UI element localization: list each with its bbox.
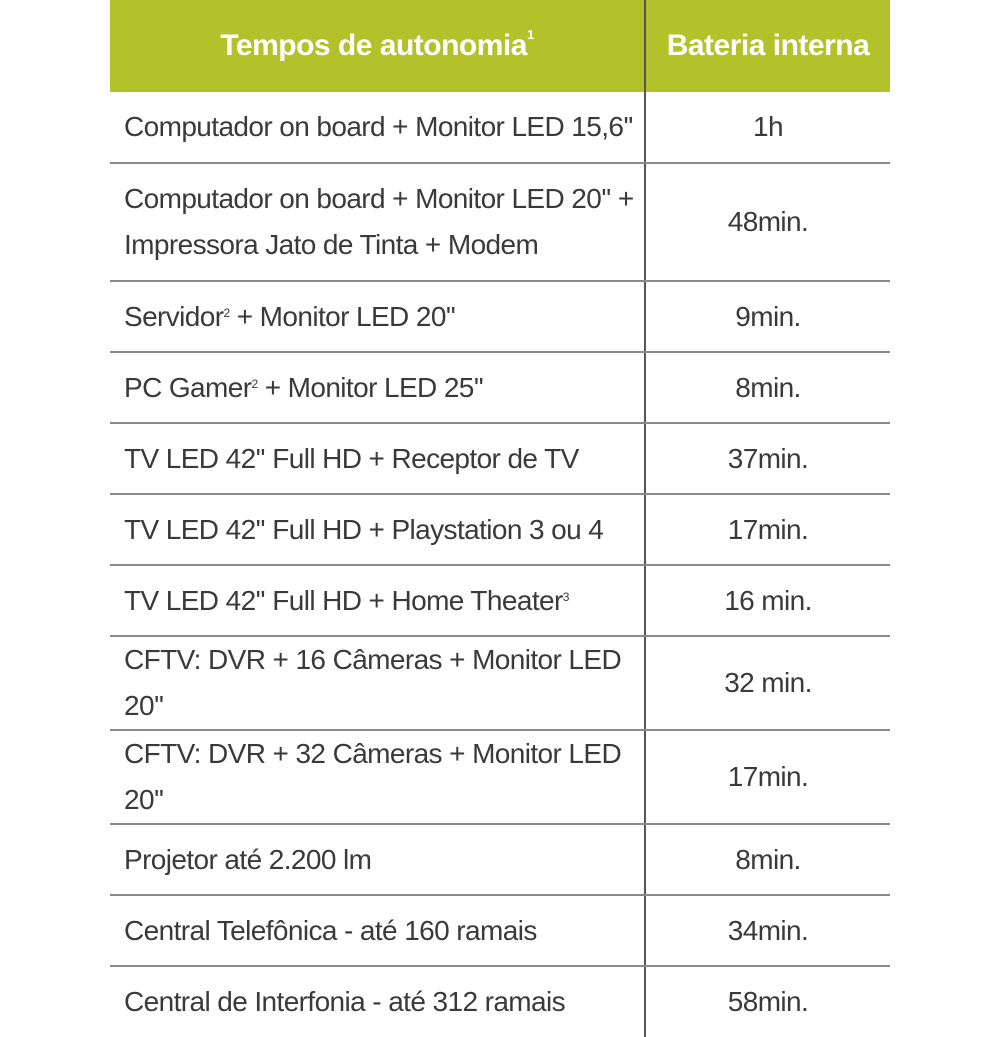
row-label: CFTV: DVR + 16 Câmeras + Monitor LED 20'' xyxy=(110,636,645,730)
row-label: Projetor até 2.200 lm xyxy=(110,824,645,895)
table-row xyxy=(110,966,890,1037)
table-row xyxy=(110,565,890,636)
table-row xyxy=(110,895,890,966)
row-value: 34min. xyxy=(645,895,890,966)
footnote-marker: 1 xyxy=(526,27,534,42)
row-label: Central de Interfonia - até 312 ramais xyxy=(124,986,566,1017)
row-label xyxy=(110,281,645,352)
row-value: 9min. xyxy=(645,281,890,352)
row-value: 17min. xyxy=(645,494,890,565)
autonomy-table xyxy=(110,0,890,1037)
table-row xyxy=(110,92,890,163)
header-autonomy-times xyxy=(110,0,645,92)
table-row xyxy=(110,163,890,281)
row-label-line-2: Impressora Jato de Tinta + Modem xyxy=(124,229,539,260)
row-label-line-1: Computador on board + Monitor LED 20'' + xyxy=(124,183,634,214)
row-label xyxy=(110,352,645,423)
row-value: 16 min. xyxy=(645,565,890,636)
row-value: 17min. xyxy=(645,730,890,824)
row-label: Computador on board + Monitor LED 15,6'' xyxy=(110,92,645,163)
table-row xyxy=(110,636,890,730)
row-label-text-after: + Monitor LED 25'' xyxy=(257,371,484,403)
autonomy-table-container xyxy=(110,0,890,1017)
table-row xyxy=(110,281,890,352)
footnote-marker: 2 xyxy=(223,305,230,320)
row-value: 48min. xyxy=(645,163,890,281)
row-label: Central Telefônica - até 160 ramais xyxy=(110,895,645,966)
header-internal-battery: Bateria interna xyxy=(645,0,890,92)
footnote-marker: 2 xyxy=(251,376,258,391)
row-value: 8min. xyxy=(645,824,890,895)
table-row xyxy=(110,494,890,565)
row-value: 32 min. xyxy=(645,636,890,730)
row-label-text: Servidor xyxy=(124,300,224,332)
row-label: TV LED 42'' Full HD + Playstation 3 ou 4 xyxy=(110,494,645,565)
header-autonomy-times-label: Tempos de autonomia xyxy=(220,29,527,62)
row-value: 8min. xyxy=(645,352,890,423)
row-label: TV LED 42'' Full HD + Receptor de TV xyxy=(110,423,645,494)
row-value: 58min. xyxy=(645,966,890,1037)
row-label-text: TV LED 42'' Full HD + Home Theater xyxy=(124,584,563,616)
footnote-marker: 3 xyxy=(562,589,569,604)
table-row xyxy=(110,730,890,824)
table-row xyxy=(110,824,890,895)
row-label: CFTV: DVR + 32 Câmeras + Monitor LED 20'' xyxy=(110,730,645,824)
row-value: 1h xyxy=(645,92,890,163)
row-label xyxy=(110,163,645,281)
row-label xyxy=(110,565,645,636)
row-label-text-after: + Monitor LED 20'' xyxy=(229,300,456,332)
header-row xyxy=(110,0,890,92)
row-label-text: PC Gamer xyxy=(124,371,252,403)
table-row xyxy=(110,352,890,423)
table-row xyxy=(110,423,890,494)
row-value: 37min. xyxy=(645,423,890,494)
